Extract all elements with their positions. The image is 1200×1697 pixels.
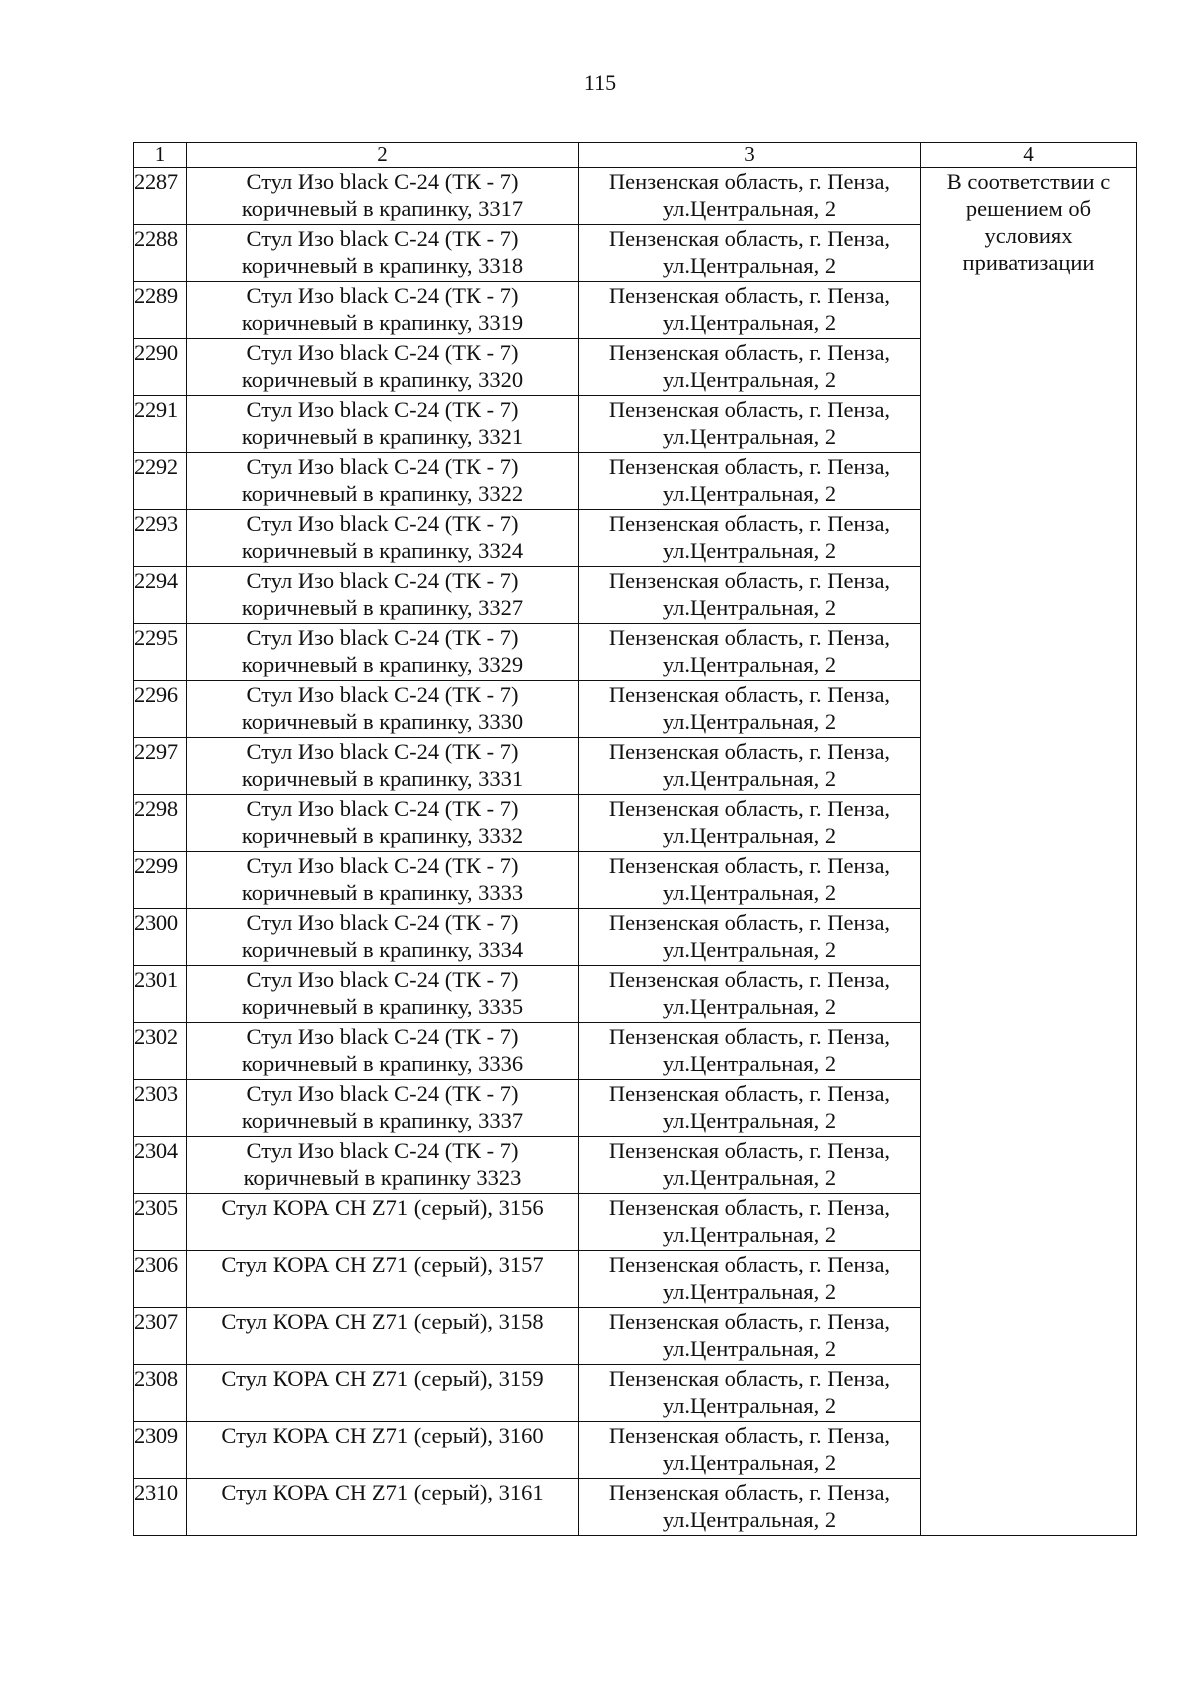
privatization-note-line: решением об xyxy=(965,196,1092,221)
row-number-cell: 2291 xyxy=(134,396,187,453)
location-cell xyxy=(579,738,921,795)
row-number-cell: 2296 xyxy=(134,681,187,738)
location-cell xyxy=(579,1080,921,1137)
item-name-line: коричневый в крапинку, 3327 xyxy=(241,595,524,620)
item-name-line: коричневый в крапинку, 3332 xyxy=(241,823,524,848)
location-cell xyxy=(579,1422,921,1479)
location-line: ул.Центральная, 2 xyxy=(662,595,837,620)
item-name-line: коричневый в крапинку, 3335 xyxy=(241,994,524,1019)
row-number-cell: 2303 xyxy=(134,1080,187,1137)
location-line: Пензенская область, г. Пенза, xyxy=(608,1195,891,1220)
item-name-cell xyxy=(187,1194,579,1251)
location-line: Пензенская область, г. Пенза, xyxy=(608,1480,891,1505)
column-header-3: 3 xyxy=(579,143,921,168)
location-line: Пензенская область, г. Пенза, xyxy=(608,1309,891,1334)
row-number-cell: 2293 xyxy=(134,510,187,567)
item-name-line: коричневый в крапинку, 3331 xyxy=(241,766,524,791)
item-name-line: коричневый в крапинку, 3333 xyxy=(241,880,524,905)
location-cell xyxy=(579,567,921,624)
location-cell xyxy=(579,1194,921,1251)
location-line: ул.Центральная, 2 xyxy=(662,196,837,221)
privatization-note-line: В соответствии с xyxy=(946,169,1111,194)
row-number-cell: 2299 xyxy=(134,852,187,909)
row-number-cell: 2287 xyxy=(134,168,187,225)
item-name-cell xyxy=(187,567,579,624)
location-line: ул.Центральная, 2 xyxy=(662,652,837,677)
location-line: ул.Центральная, 2 xyxy=(662,823,837,848)
location-line: Пензенская область, г. Пенза, xyxy=(608,1366,891,1391)
location-line: Пензенская область, г. Пенза, xyxy=(608,568,891,593)
location-line: Пензенская область, г. Пенза, xyxy=(608,397,891,422)
item-name-line: Стул Изо black С-24 (ТК - 7) xyxy=(246,910,519,935)
item-name-line: Стул Изо black С-24 (ТК - 7) xyxy=(246,226,519,251)
table-body xyxy=(134,143,1137,1536)
item-name-cell xyxy=(187,1365,579,1422)
location-cell xyxy=(579,624,921,681)
location-line: ул.Центральная, 2 xyxy=(662,1393,837,1418)
item-name-line: коричневый в крапинку, 3319 xyxy=(241,310,524,335)
row-number-cell: 2294 xyxy=(134,567,187,624)
row-number-cell: 2309 xyxy=(134,1422,187,1479)
item-name-line: Стул Изо black С-24 (ТК - 7) xyxy=(246,340,519,365)
location-line: ул.Центральная, 2 xyxy=(662,253,837,278)
row-number-cell: 2308 xyxy=(134,1365,187,1422)
item-name-line: коричневый в крапинку, 3337 xyxy=(241,1108,524,1133)
location-line: ул.Центральная, 2 xyxy=(662,994,837,1019)
location-line: ул.Центральная, 2 xyxy=(662,1222,837,1247)
item-name-cell xyxy=(187,1308,579,1365)
location-line: Пензенская область, г. Пенза, xyxy=(608,1423,891,1448)
location-line: Пензенская область, г. Пенза, xyxy=(608,625,891,650)
location-cell xyxy=(579,1137,921,1194)
location-line: Пензенская область, г. Пенза, xyxy=(608,340,891,365)
page-number: 115 xyxy=(583,70,617,95)
row-number-cell: 2292 xyxy=(134,453,187,510)
location-line: Пензенская область, г. Пенза, xyxy=(608,967,891,992)
row-number-cell: 2300 xyxy=(134,909,187,966)
item-name-line: Стул Изо black С-24 (ТК - 7) xyxy=(246,568,519,593)
item-name-line: Стул КОРА CH Z71 (серый), 3161 xyxy=(221,1480,544,1505)
item-name-line: коричневый в крапинку, 3329 xyxy=(241,652,524,677)
item-name-cell xyxy=(187,396,579,453)
item-name-cell xyxy=(187,339,579,396)
item-name-cell xyxy=(187,1137,579,1194)
location-cell xyxy=(579,681,921,738)
row-number-cell: 2301 xyxy=(134,966,187,1023)
column-header-1: 1 xyxy=(134,143,187,168)
location-line: Пензенская область, г. Пенза, xyxy=(608,1252,891,1277)
item-name-line: Стул Изо black С-24 (ТК - 7) xyxy=(246,1081,519,1106)
location-line: ул.Центральная, 2 xyxy=(662,1279,837,1304)
location-line: ул.Центральная, 2 xyxy=(662,1051,837,1076)
header-row xyxy=(134,143,1137,168)
location-line: Пензенская область, г. Пенза, xyxy=(608,454,891,479)
item-name-cell xyxy=(187,453,579,510)
item-name-cell xyxy=(187,282,579,339)
item-name-line: Стул Изо black С-24 (ТК - 7) xyxy=(246,1024,519,1049)
location-cell xyxy=(579,396,921,453)
item-name-cell xyxy=(187,909,579,966)
item-name-line: Стул КОРА CH Z71 (серый), 3159 xyxy=(221,1366,544,1391)
item-name-line: коричневый в крапинку, 3317 xyxy=(241,196,524,221)
item-name-cell xyxy=(187,510,579,567)
item-name-line: Стул Изо black С-24 (ТК - 7) xyxy=(246,1138,519,1163)
property-table xyxy=(133,142,1137,1536)
item-name-cell xyxy=(187,795,579,852)
location-cell xyxy=(579,510,921,567)
location-line: Пензенская область, г. Пенза, xyxy=(608,796,891,821)
location-cell xyxy=(579,282,921,339)
location-cell xyxy=(579,966,921,1023)
row-number-cell: 2289 xyxy=(134,282,187,339)
item-name-cell xyxy=(187,738,579,795)
item-name-line: коричневый в крапинку, 3334 xyxy=(241,937,524,962)
row-number-cell: 2302 xyxy=(134,1023,187,1080)
item-name-line: Стул Изо black С-24 (ТК - 7) xyxy=(246,283,519,308)
row-number-cell: 2306 xyxy=(134,1251,187,1308)
location-cell xyxy=(579,453,921,510)
item-name-cell xyxy=(187,681,579,738)
row-number-cell: 2298 xyxy=(134,795,187,852)
column-header-4: 4 xyxy=(921,143,1137,168)
item-name-line: Стул Изо black С-24 (ТК - 7) xyxy=(246,796,519,821)
row-number-cell: 2305 xyxy=(134,1194,187,1251)
item-name-line: Стул Изо black С-24 (ТК - 7) xyxy=(246,853,519,878)
location-line: ул.Центральная, 2 xyxy=(662,1165,837,1190)
item-name-line: коричневый в крапинку, 3318 xyxy=(241,253,524,278)
item-name-cell xyxy=(187,966,579,1023)
row-number-cell: 2295 xyxy=(134,624,187,681)
row-number-cell: 2290 xyxy=(134,339,187,396)
item-name-cell xyxy=(187,852,579,909)
location-line: Пензенская область, г. Пенза, xyxy=(608,1138,891,1163)
item-name-cell xyxy=(187,1479,579,1536)
location-line: Пензенская область, г. Пенза, xyxy=(608,739,891,764)
location-line: ул.Центральная, 2 xyxy=(662,880,837,905)
location-cell xyxy=(579,1479,921,1536)
location-line: ул.Центральная, 2 xyxy=(662,766,837,791)
item-name-cell xyxy=(187,168,579,225)
location-cell xyxy=(579,795,921,852)
location-line: Пензенская область, г. Пенза, xyxy=(608,283,891,308)
location-line: ул.Центральная, 2 xyxy=(662,709,837,734)
row-number-cell: 2288 xyxy=(134,225,187,282)
location-cell xyxy=(579,909,921,966)
item-name-line: Стул Изо black С-24 (ТК - 7) xyxy=(246,454,519,479)
item-name-line: коричневый в крапинку, 3322 xyxy=(241,481,524,506)
location-line: Пензенская область, г. Пенза, xyxy=(608,682,891,707)
location-cell xyxy=(579,225,921,282)
location-line: Пензенская область, г. Пенза, xyxy=(608,169,891,194)
row-number-cell: 2310 xyxy=(134,1479,187,1536)
location-cell xyxy=(579,168,921,225)
item-name-line: Стул КОРА CH Z71 (серый), 3156 xyxy=(221,1195,544,1220)
item-name-cell xyxy=(187,225,579,282)
location-cell xyxy=(579,1365,921,1422)
item-name-cell xyxy=(187,624,579,681)
item-name-cell xyxy=(187,1023,579,1080)
location-line: Пензенская область, г. Пенза, xyxy=(608,1024,891,1049)
item-name-line: Стул Изо black С-24 (ТК - 7) xyxy=(246,739,519,764)
location-cell xyxy=(579,1023,921,1080)
location-line: ул.Центральная, 2 xyxy=(662,1108,837,1133)
item-name-line: Стул КОРА CH Z71 (серый), 3157 xyxy=(221,1252,544,1277)
item-name-line: коричневый в крапинку, 3321 xyxy=(241,424,524,449)
location-line: ул.Центральная, 2 xyxy=(662,481,837,506)
location-line: Пензенская область, г. Пенза, xyxy=(608,226,891,251)
item-name-line: Стул Изо black С-24 (ТК - 7) xyxy=(246,397,519,422)
location-line: Пензенская область, г. Пенза, xyxy=(608,853,891,878)
location-line: Пензенская область, г. Пенза, xyxy=(608,1081,891,1106)
row-number-cell: 2304 xyxy=(134,1137,187,1194)
location-line: Пензенская область, г. Пенза, xyxy=(608,511,891,536)
row-number-cell: 2307 xyxy=(134,1308,187,1365)
item-name-line: коричневый в крапинку, 3330 xyxy=(241,709,524,734)
location-line: ул.Центральная, 2 xyxy=(662,1336,837,1361)
item-name-line: коричневый в крапинку 3323 xyxy=(243,1165,522,1190)
item-name-line: коричневый в крапинку, 3336 xyxy=(241,1051,524,1076)
item-name-cell xyxy=(187,1251,579,1308)
item-name-line: Стул КОРА CH Z71 (серый), 3160 xyxy=(221,1423,544,1448)
item-name-line: Стул Изо black С-24 (ТК - 7) xyxy=(246,682,519,707)
location-cell xyxy=(579,1251,921,1308)
location-line: ул.Центральная, 2 xyxy=(662,310,837,335)
item-name-line: коричневый в крапинку, 3320 xyxy=(241,367,524,392)
privatization-note-line: условиях xyxy=(984,223,1073,248)
location-line: Пензенская область, г. Пенза, xyxy=(608,910,891,935)
location-line: ул.Центральная, 2 xyxy=(662,538,837,563)
item-name-line: Стул Изо black С-24 (ТК - 7) xyxy=(246,169,519,194)
location-cell xyxy=(579,339,921,396)
item-name-line: коричневый в крапинку, 3324 xyxy=(241,538,524,563)
item-name-line: Стул КОРА CH Z71 (серый), 3158 xyxy=(221,1309,544,1334)
location-line: ул.Центральная, 2 xyxy=(662,424,837,449)
item-name-cell xyxy=(187,1422,579,1479)
location-cell xyxy=(579,1308,921,1365)
location-line: ул.Центральная, 2 xyxy=(662,367,837,392)
location-line: ул.Центральная, 2 xyxy=(662,937,837,962)
location-line: ул.Центральная, 2 xyxy=(662,1450,837,1475)
location-line: ул.Центральная, 2 xyxy=(662,1507,837,1532)
column-header-2: 2 xyxy=(187,143,579,168)
item-name-line: Стул Изо black С-24 (ТК - 7) xyxy=(246,967,519,992)
item-name-line: Стул Изо black С-24 (ТК - 7) xyxy=(246,625,519,650)
privatization-note-cell xyxy=(921,168,1137,1536)
item-name-line: Стул Изо black С-24 (ТК - 7) xyxy=(246,511,519,536)
location-cell xyxy=(579,852,921,909)
row-number-cell: 2297 xyxy=(134,738,187,795)
privatization-note-line: приватизации xyxy=(962,250,1095,275)
item-name-cell xyxy=(187,1080,579,1137)
table-row xyxy=(134,168,1137,225)
